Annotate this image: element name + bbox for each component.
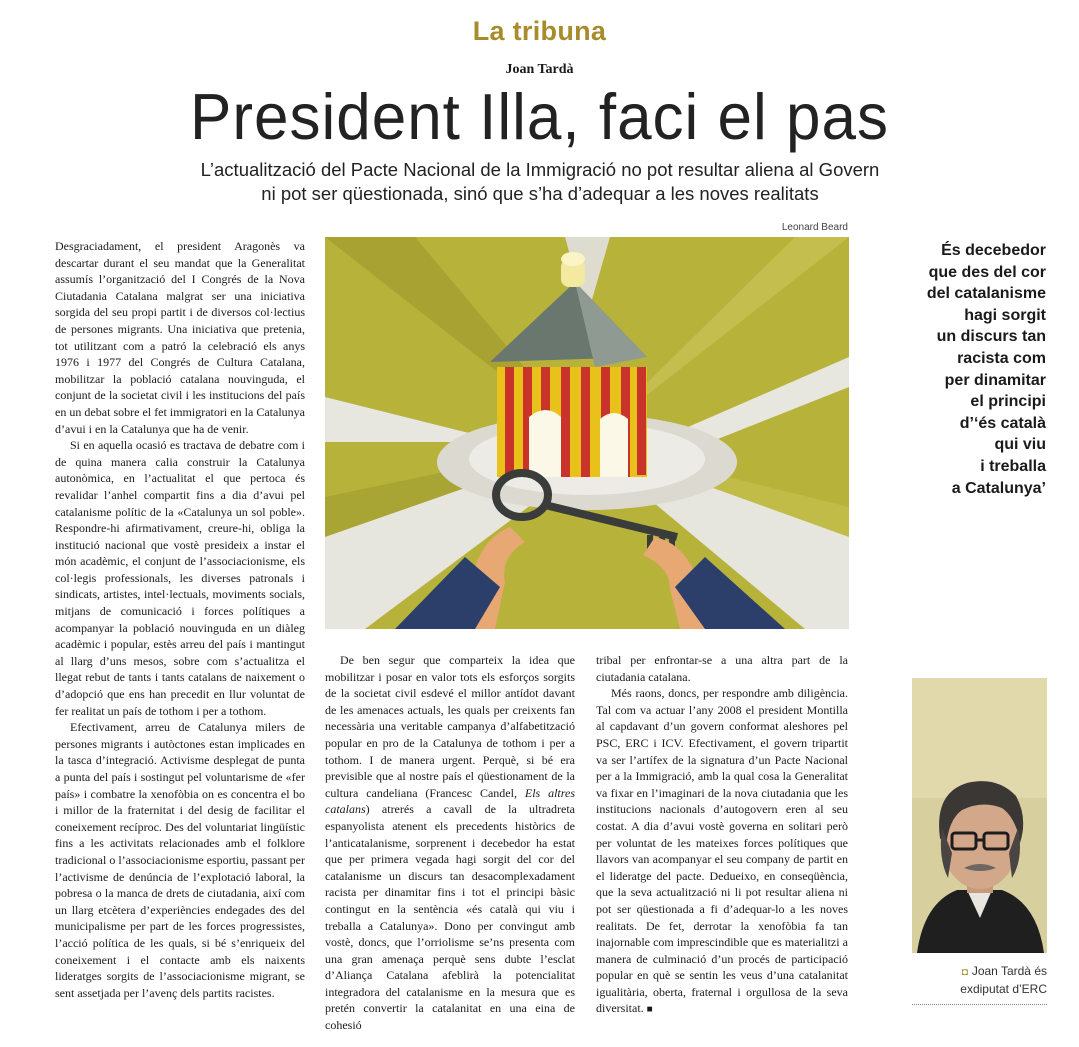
caption-line-1 <box>912 963 1047 981</box>
pull-quote-line: racista com <box>957 349 1046 367</box>
caption-text: Joan Tardà és <box>971 964 1047 978</box>
headline: President Illa, faci el pas <box>189 81 889 154</box>
pull-quote-line: i treballa <box>980 457 1046 475</box>
author-caption <box>912 963 1047 997</box>
body-paragraph <box>325 652 575 1034</box>
pull-quote-line: És decebedor <box>941 242 1046 259</box>
body-text: De ben segur que comparteix la idea que mobilitzar i posar en valor tots els esforços sorgits de la societat civil esdevé el millor antídot davant de les amenaces actuals, les quals per creixents fan necessària una veritable campanya d’alfabetització popular en pro de la Catalunya de tothom i per a tothom. I de manera urgent. Perquè, si bé era previsible que al nostre país el qüestionament de la cultura candeliana (Francesc Candel, <box>325 653 575 800</box>
subhead-line-2: ni pot ser qüestionada, sinó que s’ha d’adequar a les noves realitats <box>261 183 819 204</box>
illustration <box>325 237 849 629</box>
square-marker-icon: ◘ <box>961 967 968 978</box>
caption-line-2: exdiputat d’ERC <box>960 982 1047 996</box>
subheadline <box>150 158 930 206</box>
illustration-credit: Leonard Beard <box>781 222 848 233</box>
body-column-1 <box>55 238 305 1001</box>
body-paragraph <box>596 685 848 1019</box>
subhead-line-1: L’actualització del Pacte Nacional de la Immigració no pot resultar aliena al Govern <box>200 159 880 180</box>
body-paragraph: tribal per enfrontar-se a una altra part de la ciutadania catalana. <box>596 653 848 684</box>
pull-quote-line: el principi <box>970 393 1046 411</box>
pull-quote-line: un discurs tan <box>936 328 1046 346</box>
end-mark-icon: ■ <box>646 1004 653 1016</box>
pull-quote-line: per dinamitar <box>944 371 1046 389</box>
pull-quote-line: qui viu <box>994 436 1046 454</box>
pull-quote-line: que des del cor <box>928 263 1046 281</box>
caption-divider <box>912 1004 1047 1005</box>
book-title: Els altres catalans <box>325 785 575 817</box>
pull-quote-line: hagi sorgit <box>964 306 1046 324</box>
body-paragraph: Si en aquella ocasió es tractava de debatre com i de quina manera calia construir la Catalunya autonòmica, en l’actualitat el que pertoca és revalidar l’anhel compartit fins a dia d’avui pel catalanisme polític de la «Catalunya un sol poble». Respondre-hi afirmativament, creure-hi, obliga la institució nacional que vostè presideix a instar el món acadèmic, el conjunt de l’associacionisme, els col·legis professionals, les diverses patronals i sindicats, artistes, intel·lectuals, moviments socials, mitjans de comunicació i forces polítiques a acompanyar la població nouvinguda en un diàleg acadèmic i popular, estès arreu del país i mantingut al llarg d’uns mesos, sobre com s’actualitza el llegat rebut de tants i tants catalans de naixement o d’adopció que ens han precedit en llur voluntat de fer realitat un país de tothom i per a tothom. <box>55 438 305 718</box>
body-column-2 <box>325 652 575 1034</box>
body-text: ) atrerés a cavall de la ultradreta espanyolista atenent els precedents històrics de l’anticatalanisme, sorprenent i decebedor ha estat que per primera vegada hagi sorgit del cor del catalanisme un discurs tan desacomplexadament racista per dinamitar fins i tot el principi bàsic contingut en la sentència «és català qui viu i treballa a Catalunya». Dono per convingut amb vostè, doncs, que l’orriolisme se’ns presenta com una gran amenaça perquè sens dubte l’esclat d’Aliança Catalana afeblirà la potencialitat integradora del catalanisme en la mesura que es pretén convertir la catalanitat en una eina de cohesió <box>325 802 575 1033</box>
section-title: La tribuna <box>472 16 607 46</box>
byline: Joan Tardà <box>505 62 574 77</box>
body-paragraph: Efectivament, arreu de Catalunya milers de persones migrants i autòctones estan implicades en la tasca d’integració. Activisme desplegat de punta a punta del país i sostingut pel voluntarisme de «fer país» i combatre la xenofòbia on es concentra el bo i millor de la fraternitat i del desig de facilitar el coneixement recíproc. Des del voluntariat lingüístic fins a les activitats relacionades amb el folklore tradicional o l’associacionisme esportiu, passant per l’activisme de denúncia de l’explotació laboral, la pobresa o la manca de drets de ciutadania, així com un llarg etcètera d’experiències endegades des del municipalisme per part de les forces progressistes, l’acció política de les quals, si bé s’enriqueix del coneixement i el contacte amb els naixents lideratges sorgits de l’associacionisme migrant, se sent assetjada per l’avenç dels partits racistes. <box>55 720 305 1000</box>
author-portrait <box>912 678 1047 953</box>
body-text: Més raons, doncs, per respondre amb diligència. Tal com va actuar l’any 2008 el president Montilla al capdavant d’un govern conformat aleshores pel PSC, ERC i ICV. Efectivament, el govern tripartit va ser l’artífex de la signatura d’un Pacte Nacional per a la Immigració, amb la qual cosa la Generalitat va fixar en l’imaginari de la nova ciutadania que les institucions nacionals d’autogovern eren al seu costat. A dia d’avui vostè governa en solitari però per voluntat de les mateixes forces polítiques que llavors van acompanyar el seu company de partit en el lideratge del pacte. Dedueixo, en conseqüència, que la seva actualització ni li pot resultar aliena ni pot ser qüestionada a fi d’adequar-lo a les noves realitats. De fet, derrotar la xenofòbia fa tan inajornable com imprescindible que es materialitzi a manera de culminació d’un procés de participació popular en què se sentin les veus d’una catalanitat igualitària, oberta, fraternal i orgullosa de la seva diversitat. <box>596 686 848 1016</box>
pull-quote-line: a Catalunya’ <box>951 479 1046 497</box>
body-column-3 <box>596 652 848 1019</box>
author-photo <box>912 678 1047 953</box>
pull-quote-line: d’‘és català <box>959 414 1046 432</box>
pull-quote-line: del catalanisme <box>926 285 1046 303</box>
illustration-drawing <box>325 237 849 629</box>
pull-quote <box>870 240 1046 499</box>
body-paragraph: Desgraciadament, el president Aragonès va descartar durant el seu mandat que la Generalitat assumís l’organització del I Congrés de la Nova Ciutadania Catalana malgrat ser una iniciativa sorgida del seu propi partit i de diversos col·lectius de persones migrants. Una iniciativa que pretenia, tot utilitzant com a patró la celebració els anys 1976 i 1977 del Congrés de Cultura Catalana, mobilitzar la població catalana nouvinguda, el conjunt de la societat civil i les institucions del país en un debat sobre el fet immigratori en la Catalunya d’avui i en la Catalunya que ha de venir. <box>55 239 305 436</box>
